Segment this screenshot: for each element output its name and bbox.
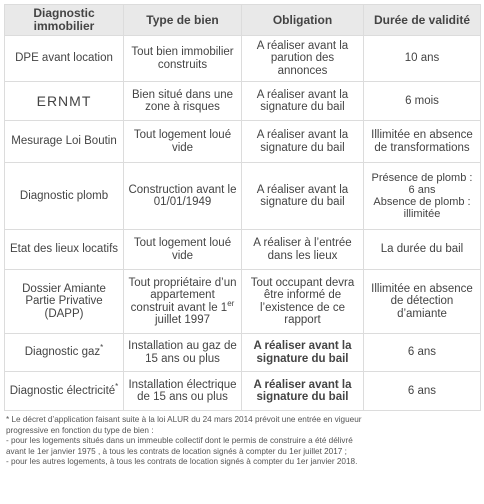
footnote-line: - pour les autres logements, à tous les contrats de location signés à compter du 1er janvier 2018. — [6, 457, 358, 466]
header-obligation: Obligation — [242, 5, 364, 36]
row-diagnostic-name: ERNMT — [5, 82, 124, 121]
row-duree: 6 mois — [364, 82, 481, 121]
row-diagnostic-name: Etat des lieux locatifs — [5, 230, 124, 270]
name-text: Diagnostic gaz — [24, 346, 101, 359]
footnote-line: * Le décret d’application faisant suite à la loi ALUR du 24 mars 2014 prévoit une entrée en vigueur — [6, 415, 362, 424]
asterisk-mark: * — [115, 381, 119, 391]
diagnostics-panel — [4, 4, 480, 468]
row-type: Bien situé dans une zone à risques — [124, 82, 242, 121]
table-header-row — [5, 5, 481, 36]
row-obligation: A réaliser avant la signature du bail — [242, 372, 364, 411]
table-row — [5, 270, 481, 334]
row-duree: Illimitée en absence de détection d’amiante — [364, 270, 481, 334]
name-text: Diagnostic électricité — [9, 384, 116, 397]
table-row — [5, 82, 481, 121]
plomb-absence: Absence de plomb : illimitée — [373, 196, 471, 220]
row-type: Tout logement loué vide — [124, 121, 242, 163]
table-row — [5, 121, 481, 163]
row-duree: 6 ans — [364, 334, 481, 372]
row-obligation: A réaliser avant la signature du bail — [242, 163, 364, 230]
diagnostics-table — [4, 4, 481, 411]
type-text-b: juillet 1997 — [155, 314, 210, 326]
type-superscript: er — [227, 298, 235, 308]
row-obligation: A réaliser avant la parution des annonces — [242, 36, 364, 82]
header-duree: Durée de validité — [364, 5, 481, 36]
asterisk-mark: * — [100, 343, 104, 353]
row-type: Installation au gaz de 15 ans ou plus — [124, 334, 242, 372]
header-type: Type de bien — [124, 5, 242, 36]
row-obligation: A réaliser à l’entrée dans les lieux — [242, 230, 364, 270]
row-duree: 6 ans — [364, 372, 481, 411]
row-diagnostic-name — [5, 372, 124, 411]
row-diagnostic-name: Diagnostic plomb — [5, 163, 124, 230]
footnote-line: progressive en fonction du type de bien : — [6, 425, 154, 435]
row-duree: 10 ans — [364, 36, 481, 82]
table-row — [5, 36, 481, 82]
row-type: Construction avant le 01/01/1949 — [124, 163, 242, 230]
row-duree: La durée du bail — [364, 230, 481, 270]
table-row — [5, 372, 481, 411]
row-type: Tout logement loué vide — [124, 230, 242, 270]
row-type: Tout bien immobilier construits — [124, 36, 242, 82]
footnote-line: avant le 1er janvier 1975 , à tous les contrats de location signés à compter du 1er juillet 2017 ; — [6, 446, 347, 456]
row-obligation: A réaliser avant la signature du bail — [242, 82, 364, 121]
type-text-a: Tout propriétaire d’un appartement construit avant le 1 — [128, 276, 237, 314]
row-diagnostic-name: Mesurage Loi Boutin — [5, 121, 124, 163]
row-duree — [364, 163, 481, 230]
row-type — [124, 270, 242, 334]
row-obligation: A réaliser avant la signature du bail — [242, 334, 364, 372]
row-type: Installation électrique de 15 ans ou plus — [124, 372, 242, 411]
row-obligation: A réaliser avant la signature du bail — [242, 121, 364, 163]
table-row — [5, 334, 481, 372]
row-obligation: Tout occupant devra être informé de l’existence de ce rapport — [242, 270, 364, 334]
footnote-line: - pour les logements situés dans un immeuble collectif dont le permis de construire a été délivré — [6, 436, 353, 445]
plomb-presence: Présence de plomb : 6 ans — [371, 172, 473, 196]
footnote — [4, 415, 480, 468]
header-diagnostic: Diagnostic immobilier — [5, 5, 124, 36]
row-diagnostic-name: Dossier Amiante Partie Privative (DAPP) — [5, 270, 124, 334]
table-row — [5, 163, 481, 230]
row-diagnostic-name — [5, 334, 124, 372]
row-duree: Illimitée en absence de transformations — [364, 121, 481, 163]
table-row — [5, 230, 481, 270]
row-diagnostic-name: DPE avant location — [5, 36, 124, 82]
